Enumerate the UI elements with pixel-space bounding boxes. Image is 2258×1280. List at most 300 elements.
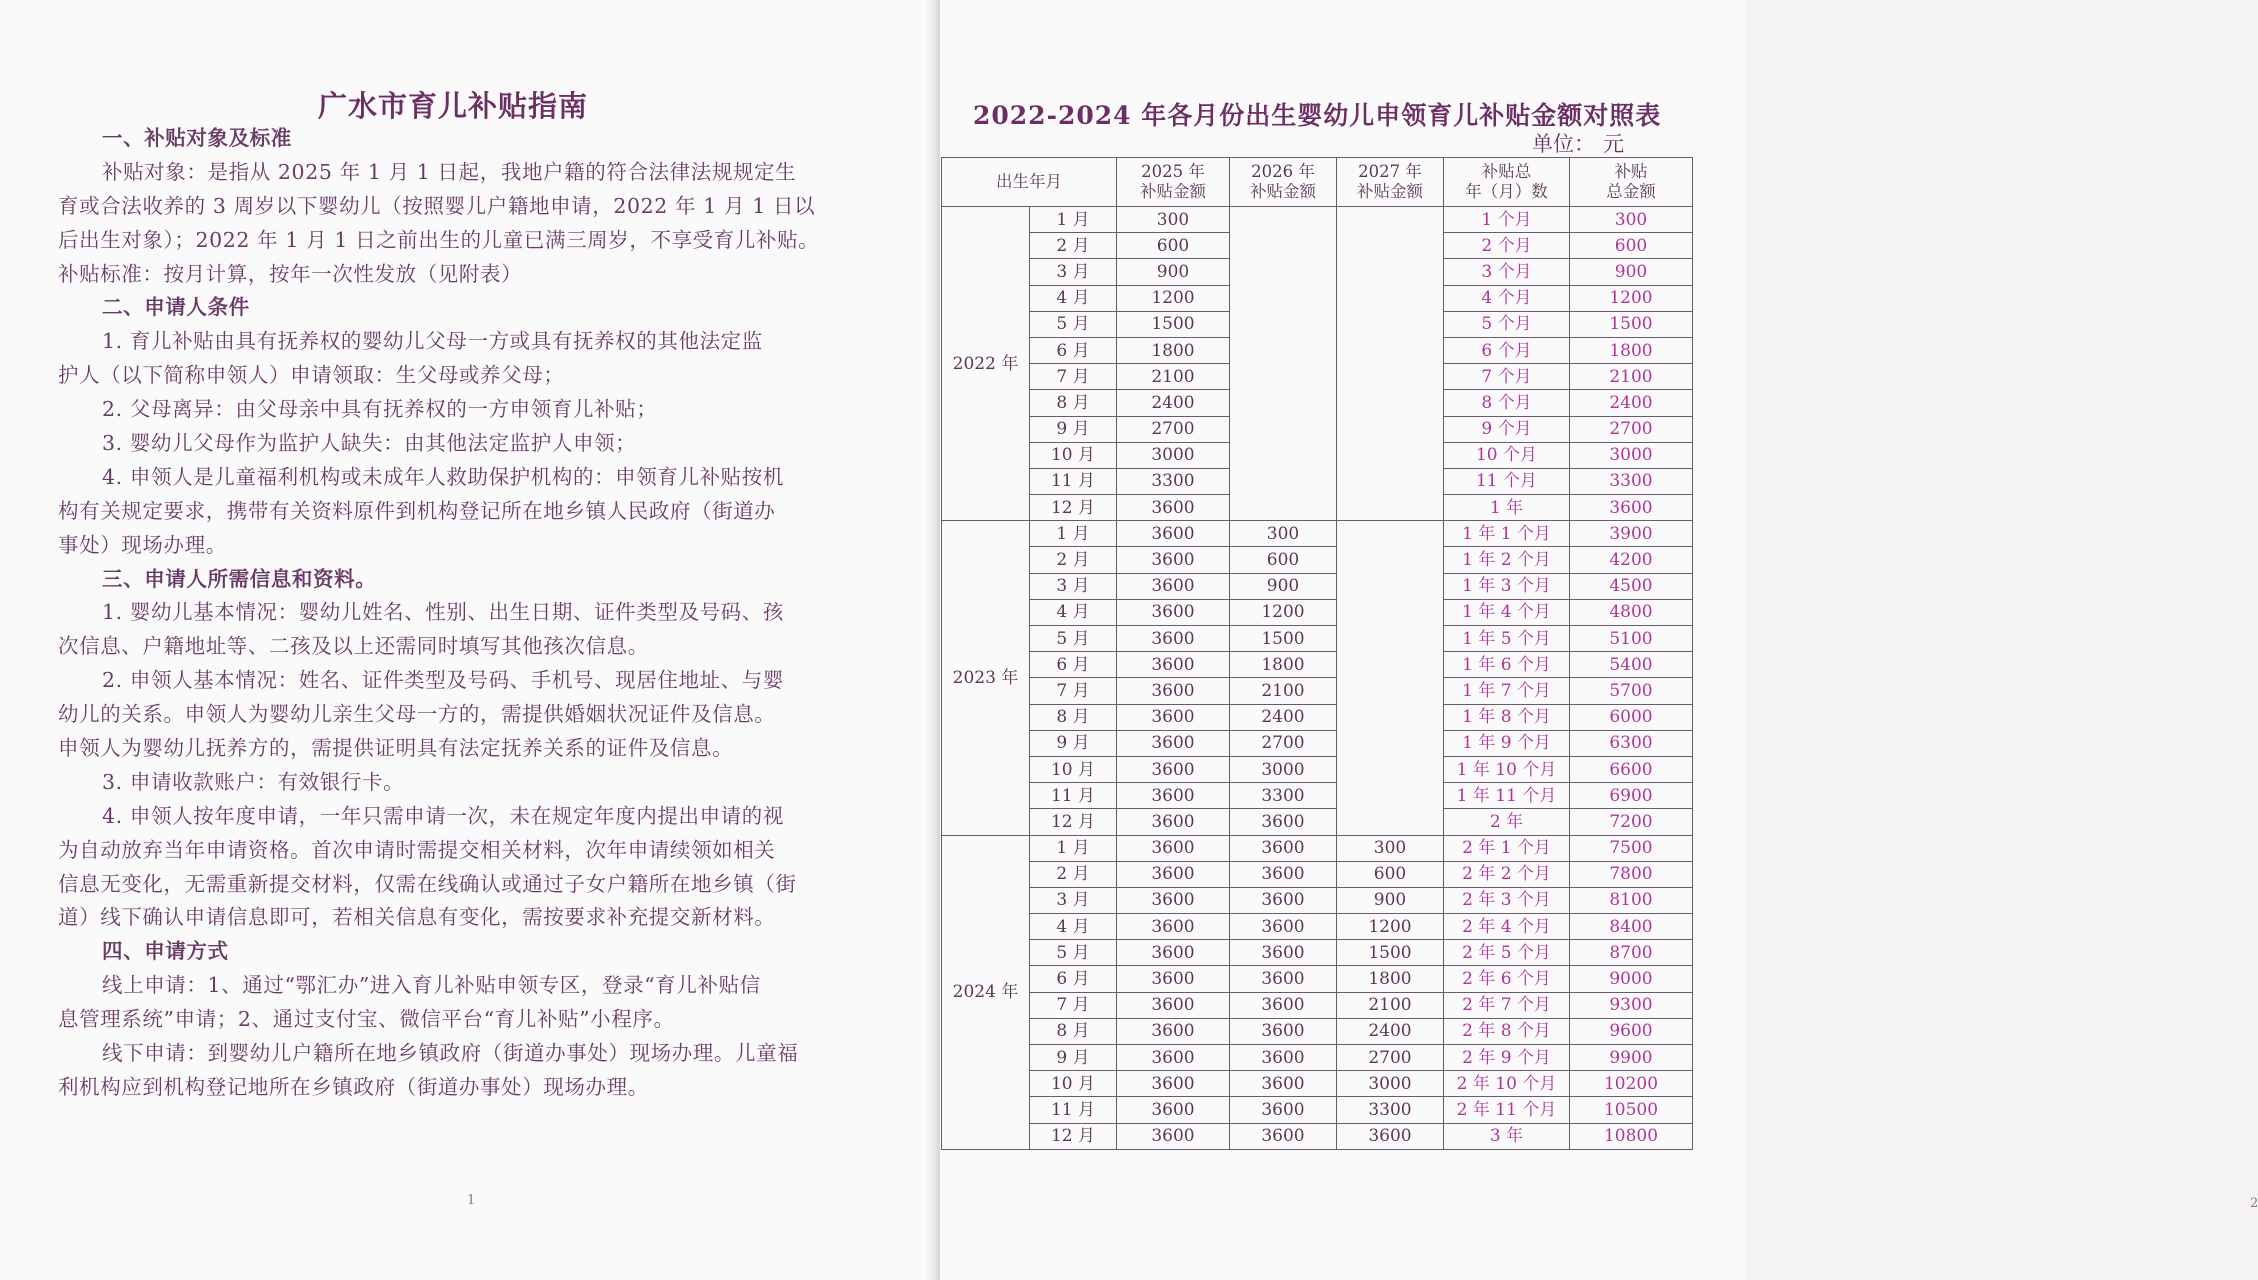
- paragraph-line: 1. 育儿补贴由具有抚养权的婴幼儿父母一方或具有抚养权的其他法定监: [102, 329, 763, 354]
- table-row: [942, 599, 1693, 625]
- paragraph-line: 事处）现场办理。: [58, 532, 227, 557]
- total-amount-cell: 1800: [1570, 337, 1693, 363]
- amount-2026-cell: 1200: [1230, 599, 1337, 625]
- amount-2025-cell: 3600: [1117, 678, 1230, 704]
- table-row: [942, 940, 1693, 966]
- page-number: 1: [467, 1193, 476, 1208]
- amount-2027-cell: 900: [1337, 887, 1444, 913]
- header-2025-year: 2025 年: [1141, 162, 1205, 181]
- paragraph-line: 3. 婴幼儿父母作为监护人缺失：由其他法定监护人申领；: [102, 431, 637, 456]
- table-row: [942, 730, 1693, 756]
- amount-2026-cell: [1230, 468, 1337, 494]
- total-months-cell: 2 年 7 个月: [1444, 992, 1570, 1018]
- month-cell: 3 月: [1030, 887, 1117, 913]
- paragraph-line: 申领人为婴幼儿抚养方的，需提供证明具有法定抚养关系的证件及信息。: [58, 736, 734, 761]
- amount-2025-cell: 3600: [1117, 835, 1230, 861]
- header-total-amount: [1570, 158, 1693, 207]
- amount-2027-cell: [1337, 416, 1444, 442]
- amount-2026-cell: 3600: [1230, 992, 1337, 1018]
- table-row: [942, 364, 1693, 390]
- total-amount-cell: 3000: [1570, 442, 1693, 468]
- paragraph-line: 2. 申领人基本情况：姓名、证件类型及号码、手机号、现居住地址、与婴: [102, 668, 784, 693]
- section-heading: 一、补贴对象及标准: [102, 126, 292, 150]
- amount-2027-cell: [1337, 442, 1444, 468]
- total-months-cell: 1 年 11 个月: [1444, 783, 1570, 809]
- amount-2026-cell: 300: [1230, 521, 1337, 547]
- table-row: [942, 652, 1693, 678]
- total-amount-cell: 3600: [1570, 495, 1693, 521]
- header-total-line1: 补贴: [1614, 162, 1648, 181]
- total-amount-cell: 3900: [1570, 521, 1693, 547]
- month-cell: 9 月: [1030, 730, 1117, 756]
- amount-2027-cell: 2700: [1337, 1045, 1444, 1071]
- paragraph-line: 构有关规定要求，携带有关资料原件到机构登记所在地乡镇人民政府（街道办: [58, 498, 776, 523]
- amount-2026-cell: 3600: [1230, 809, 1337, 835]
- amount-2027-cell: [1337, 207, 1444, 233]
- amount-2027-cell: 1800: [1337, 966, 1444, 992]
- month-cell: 6 月: [1030, 337, 1117, 363]
- total-amount-cell: 6000: [1570, 704, 1693, 730]
- total-amount-cell: 7800: [1570, 861, 1693, 887]
- total-months-cell: 2 年 6 个月: [1444, 966, 1570, 992]
- total-amount-cell: 7500: [1570, 835, 1693, 861]
- month-cell: 9 月: [1030, 1045, 1117, 1071]
- paragraph-line: 1. 婴幼儿基本情况：婴幼儿姓名、性别、出生日期、证件类型及号码、孩: [102, 600, 784, 625]
- table-row: [942, 259, 1693, 285]
- table-row: [942, 678, 1693, 704]
- amount-2025-cell: 3600: [1117, 992, 1230, 1018]
- amount-2025-cell: 3600: [1117, 783, 1230, 809]
- page-number: 2: [2250, 1196, 2258, 1211]
- amount-2027-cell: [1337, 678, 1444, 704]
- amount-2026-cell: 1500: [1230, 626, 1337, 652]
- amount-2026-cell: [1230, 495, 1337, 521]
- total-amount-cell: 3300: [1570, 468, 1693, 494]
- amount-2026-cell: 3600: [1230, 861, 1337, 887]
- month-cell: 7 月: [1030, 678, 1117, 704]
- total-months-cell: 5 个月: [1444, 311, 1570, 337]
- amount-2025-cell: 3600: [1117, 861, 1230, 887]
- table-row: [942, 1097, 1693, 1123]
- table-row: [942, 1018, 1693, 1044]
- amount-2025-cell: 3600: [1117, 1071, 1230, 1097]
- amount-2027-cell: [1337, 285, 1444, 311]
- total-months-cell: 2 年 3 个月: [1444, 887, 1570, 913]
- header-2027-label: 补贴金额: [1357, 182, 1423, 201]
- section-heading: 四、申请方式: [102, 939, 229, 964]
- total-amount-cell: 9000: [1570, 966, 1693, 992]
- month-cell: 3 月: [1030, 573, 1117, 599]
- amount-2026-cell: 3600: [1230, 835, 1337, 861]
- month-cell: 8 月: [1030, 390, 1117, 416]
- total-amount-cell: 5700: [1570, 678, 1693, 704]
- birth-year-cell: 2022 年: [942, 207, 1030, 521]
- total-months-cell: 3 年: [1444, 1123, 1570, 1149]
- amount-2026-cell: [1230, 442, 1337, 468]
- amount-2025-cell: 3600: [1117, 1123, 1230, 1149]
- header-total-months: [1444, 158, 1570, 207]
- amount-2026-cell: [1230, 390, 1337, 416]
- total-amount-cell: 4200: [1570, 547, 1693, 573]
- amount-2027-cell: 1200: [1337, 914, 1444, 940]
- amount-2025-cell: 2100: [1117, 364, 1230, 390]
- amount-2026-cell: 2700: [1230, 730, 1337, 756]
- paragraph-line: 利机构应到机构登记地所在乡镇政府（街道办事处）现场办理。: [58, 1074, 649, 1099]
- amount-2027-cell: [1337, 259, 1444, 285]
- unit-label: 单位：: [1532, 132, 1595, 156]
- table-row: [942, 1123, 1693, 1149]
- table-row: [942, 390, 1693, 416]
- amount-2027-cell: [1337, 756, 1444, 782]
- amount-2026-cell: 3600: [1230, 1071, 1337, 1097]
- total-months-cell: 2 年 5 个月: [1444, 940, 1570, 966]
- amount-2027-cell: 2400: [1337, 1018, 1444, 1044]
- paragraph-line: 后出生对象）；2022 年 1 月 1 日之前出生的儿童已满三周岁，不享受育儿补贴。: [58, 227, 820, 252]
- table-row: [942, 704, 1693, 730]
- amount-2026-cell: 900: [1230, 573, 1337, 599]
- amount-2025-cell: 3600: [1117, 495, 1230, 521]
- total-months-cell: 2 年: [1444, 809, 1570, 835]
- amount-2026-cell: 3600: [1230, 1123, 1337, 1149]
- amount-2027-cell: [1337, 783, 1444, 809]
- table-row: [942, 835, 1693, 861]
- amount-2027-cell: [1337, 704, 1444, 730]
- paragraph-line: 补贴对象：是指从 2025 年 1 月 1 日起，我地户籍的符合法律法规规定生: [102, 159, 797, 184]
- amount-2026-cell: 3600: [1230, 914, 1337, 940]
- table-row: [942, 573, 1693, 599]
- amount-2027-cell: 1500: [1337, 940, 1444, 966]
- amount-2027-cell: 3300: [1337, 1097, 1444, 1123]
- total-months-cell: 1 年 2 个月: [1444, 547, 1570, 573]
- total-amount-cell: 2400: [1570, 390, 1693, 416]
- month-cell: 12 月: [1030, 1123, 1117, 1149]
- total-amount-cell: 10200: [1570, 1071, 1693, 1097]
- header-2027-year: 2027 年: [1358, 162, 1422, 181]
- amount-2026-cell: 600: [1230, 547, 1337, 573]
- month-cell: 2 月: [1030, 233, 1117, 259]
- amount-2025-cell: 3300: [1117, 468, 1230, 494]
- total-months-cell: 1 年 9 个月: [1444, 730, 1570, 756]
- birth-year-cell: 2024 年: [942, 835, 1030, 1149]
- table-row: [942, 992, 1693, 1018]
- amount-2025-cell: 2400: [1117, 390, 1230, 416]
- total-months-cell: 1 年 7 个月: [1444, 678, 1570, 704]
- table-row: [942, 914, 1693, 940]
- table-row: [942, 861, 1693, 887]
- total-months-cell: 1 年 10 个月: [1444, 756, 1570, 782]
- amount-2025-cell: 3600: [1117, 730, 1230, 756]
- month-cell: 2 月: [1030, 547, 1117, 573]
- total-amount-cell: 5100: [1570, 626, 1693, 652]
- total-amount-cell: 4800: [1570, 599, 1693, 625]
- total-months-cell: 8 个月: [1444, 390, 1570, 416]
- amount-2025-cell: 3600: [1117, 626, 1230, 652]
- table-row: [942, 547, 1693, 573]
- month-cell: 8 月: [1030, 1018, 1117, 1044]
- table-row: [942, 887, 1693, 913]
- paragraph-line: 线上申请：1、通过“鄂汇办”进入育儿补贴申领专区，登录“育儿补贴信: [102, 973, 761, 998]
- paragraph-line: 补贴标准：按月计算，按年一次性发放（见附表）: [58, 261, 523, 286]
- amount-2025-cell: 1800: [1117, 337, 1230, 363]
- amount-2027-cell: [1337, 626, 1444, 652]
- amount-2026-cell: 3600: [1230, 1018, 1337, 1044]
- total-amount-cell: 2700: [1570, 416, 1693, 442]
- amount-2026-cell: [1230, 364, 1337, 390]
- amount-2026-cell: [1230, 337, 1337, 363]
- header-months-line1: 补贴总: [1481, 162, 1532, 181]
- total-months-cell: 1 个月: [1444, 207, 1570, 233]
- paragraph-line: 信息无变化，无需重新提交材料，仅需在线确认或通过子女户籍所在地乡镇（街: [58, 871, 797, 896]
- amount-2027-cell: 300: [1337, 835, 1444, 861]
- total-months-cell: 10 个月: [1444, 442, 1570, 468]
- amount-2027-cell: 3000: [1337, 1071, 1444, 1097]
- month-cell: 6 月: [1030, 966, 1117, 992]
- total-months-cell: 1 年: [1444, 495, 1570, 521]
- subsidy-table: [941, 157, 1693, 1150]
- total-amount-cell: 7200: [1570, 809, 1693, 835]
- total-amount-cell: 2100: [1570, 364, 1693, 390]
- amount-2025-cell: 300: [1117, 207, 1230, 233]
- table-row: [942, 966, 1693, 992]
- total-months-cell: 2 年 8 个月: [1444, 1018, 1570, 1044]
- total-months-cell: 1 年 6 个月: [1444, 652, 1570, 678]
- total-months-cell: 2 个月: [1444, 233, 1570, 259]
- month-cell: 8 月: [1030, 704, 1117, 730]
- amount-2027-cell: [1337, 390, 1444, 416]
- amount-2025-cell: 1500: [1117, 311, 1230, 337]
- total-months-cell: 1 年 3 个月: [1444, 573, 1570, 599]
- total-months-cell: 3 个月: [1444, 259, 1570, 285]
- month-cell: 1 月: [1030, 207, 1117, 233]
- table-row: [942, 468, 1693, 494]
- table-row: [942, 311, 1693, 337]
- month-cell: 12 月: [1030, 809, 1117, 835]
- amount-2027-cell: 2100: [1337, 992, 1444, 1018]
- amount-2025-cell: 900: [1117, 259, 1230, 285]
- paragraph-line: 为自动放弃当年申请资格。首次申请时需提交相关材料，次年申请续领如相关: [58, 837, 776, 862]
- total-months-cell: 6 个月: [1444, 337, 1570, 363]
- header-2026-year: 2026 年: [1251, 162, 1315, 181]
- total-amount-cell: 1200: [1570, 285, 1693, 311]
- total-months-cell: 2 年 9 个月: [1444, 1045, 1570, 1071]
- month-cell: 7 月: [1030, 364, 1117, 390]
- table-row: [942, 233, 1693, 259]
- table-row: [942, 207, 1693, 233]
- amount-2025-cell: 3600: [1117, 599, 1230, 625]
- total-months-cell: 1 年 4 个月: [1444, 599, 1570, 625]
- left-page: [0, 0, 936, 1280]
- amount-2025-cell: 3600: [1117, 573, 1230, 599]
- amount-2025-cell: 3600: [1117, 521, 1230, 547]
- month-cell: 10 月: [1030, 756, 1117, 782]
- total-months-cell: 2 年 11 个月: [1444, 1097, 1570, 1123]
- amount-2026-cell: 3600: [1230, 966, 1337, 992]
- month-cell: 1 月: [1030, 521, 1117, 547]
- amount-2025-cell: 3600: [1117, 1018, 1230, 1044]
- header-2026: [1230, 158, 1337, 207]
- paragraph-line: 2. 父母离异：由父母亲中具有抚养权的一方申领育儿补贴；: [102, 397, 658, 422]
- table-title: 2022-2024 年各月份出生婴幼儿申领育儿补贴金额对照表: [973, 101, 1662, 130]
- total-amount-cell: 8400: [1570, 914, 1693, 940]
- guide-body: [58, 122, 868, 1105]
- paragraph-line: 育或合法收养的 3 周岁以下婴幼儿（按照婴儿户籍地申请，2022 年 1 月 1 日以: [58, 193, 816, 218]
- total-months-cell: 1 年 8 个月: [1444, 704, 1570, 730]
- section-heading: 二、申请人条件: [102, 295, 250, 320]
- table-row: [942, 626, 1693, 652]
- paragraph-line: 4. 申领人按年度申请，一年只需申请一次，未在规定年度内提出申请的视: [102, 803, 784, 828]
- total-months-cell: 1 年 5 个月: [1444, 626, 1570, 652]
- amount-2026-cell: 3600: [1230, 1045, 1337, 1071]
- total-months-cell: 7 个月: [1444, 364, 1570, 390]
- amount-2027-cell: [1337, 573, 1444, 599]
- header-2026-label: 补贴金额: [1250, 182, 1316, 201]
- total-amount-cell: 5400: [1570, 652, 1693, 678]
- total-amount-cell: 1500: [1570, 311, 1693, 337]
- table-row: [942, 783, 1693, 809]
- amount-2025-cell: 3600: [1117, 940, 1230, 966]
- month-cell: 5 月: [1030, 626, 1117, 652]
- month-cell: 4 月: [1030, 599, 1117, 625]
- amount-2027-cell: [1337, 730, 1444, 756]
- month-cell: 2 月: [1030, 861, 1117, 887]
- amount-2025-cell: 3600: [1117, 809, 1230, 835]
- amount-2027-cell: [1337, 311, 1444, 337]
- amount-2027-cell: 3600: [1337, 1123, 1444, 1149]
- total-months-cell: 2 年 4 个月: [1444, 914, 1570, 940]
- amount-2026-cell: 1800: [1230, 652, 1337, 678]
- month-cell: 12 月: [1030, 495, 1117, 521]
- total-months-cell: 11 个月: [1444, 468, 1570, 494]
- unit-value: 元: [1603, 132, 1624, 156]
- amount-2027-cell: [1337, 809, 1444, 835]
- amount-2026-cell: 3600: [1230, 940, 1337, 966]
- amount-2027-cell: [1337, 233, 1444, 259]
- amount-2027-cell: [1337, 495, 1444, 521]
- month-cell: 4 月: [1030, 285, 1117, 311]
- birth-year-cell: 2023 年: [942, 521, 1030, 835]
- amount-2027-cell: [1337, 652, 1444, 678]
- paragraph-line: 4. 申领人是儿童福利机构或未成年人救助保护机构的：申领育儿补贴按机: [102, 464, 784, 489]
- amount-2026-cell: [1230, 233, 1337, 259]
- amount-2025-cell: 2700: [1117, 416, 1230, 442]
- total-amount-cell: 6300: [1570, 730, 1693, 756]
- month-cell: 10 月: [1030, 442, 1117, 468]
- amount-2026-cell: 2400: [1230, 704, 1337, 730]
- month-cell: 11 月: [1030, 1097, 1117, 1123]
- section-heading: 三、申请人所需信息和资料。: [102, 566, 377, 591]
- amount-2026-cell: 3300: [1230, 783, 1337, 809]
- amount-2027-cell: [1337, 364, 1444, 390]
- header-months-line2: 年（月）数: [1465, 182, 1548, 201]
- amount-2025-cell: 3600: [1117, 914, 1230, 940]
- amount-2026-cell: [1230, 259, 1337, 285]
- month-cell: 10 月: [1030, 1071, 1117, 1097]
- amount-2026-cell: 3600: [1230, 1097, 1337, 1123]
- month-cell: 11 月: [1030, 468, 1117, 494]
- amount-2025-cell: 3600: [1117, 887, 1230, 913]
- paragraph-line: 线下申请：到婴幼儿户籍所在地乡镇政府（街道办事处）现场办理。儿童福: [102, 1041, 799, 1066]
- total-amount-cell: 600: [1570, 233, 1693, 259]
- table-row: [942, 495, 1693, 521]
- amount-2025-cell: 3600: [1117, 966, 1230, 992]
- table-row: [942, 1071, 1693, 1097]
- table-row: [942, 285, 1693, 311]
- unit-note: [1532, 128, 1624, 158]
- total-amount-cell: 9600: [1570, 1018, 1693, 1044]
- month-cell: 9 月: [1030, 416, 1117, 442]
- amount-2027-cell: [1337, 337, 1444, 363]
- header-birth-month: 出生年月: [942, 158, 1117, 207]
- amount-2025-cell: 3600: [1117, 1097, 1230, 1123]
- amount-2026-cell: 3600: [1230, 887, 1337, 913]
- total-amount-cell: 8100: [1570, 887, 1693, 913]
- amount-2025-cell: 600: [1117, 233, 1230, 259]
- paragraph-line: 护人（以下简称申领人）申请领取：生父母或养父母；: [58, 363, 565, 388]
- total-amount-cell: 10800: [1570, 1123, 1693, 1149]
- amount-2025-cell: 1200: [1117, 285, 1230, 311]
- month-cell: 6 月: [1030, 652, 1117, 678]
- total-amount-cell: 9900: [1570, 1045, 1693, 1071]
- month-cell: 5 月: [1030, 311, 1117, 337]
- amount-2027-cell: 600: [1337, 861, 1444, 887]
- month-cell: 3 月: [1030, 259, 1117, 285]
- amount-2027-cell: [1337, 547, 1444, 573]
- total-amount-cell: 900: [1570, 259, 1693, 285]
- amount-2025-cell: 3600: [1117, 1045, 1230, 1071]
- amount-2025-cell: 3600: [1117, 652, 1230, 678]
- table-row: [942, 756, 1693, 782]
- header-2025-label: 补贴金额: [1140, 182, 1206, 201]
- table-body: [942, 207, 1693, 1150]
- paragraph-line: 道）线下确认申请信息即可，若相关信息有变化，需按要求补充提交新材料。: [58, 905, 776, 930]
- month-cell: 4 月: [1030, 914, 1117, 940]
- total-months-cell: 2 年 2 个月: [1444, 861, 1570, 887]
- month-cell: 5 月: [1030, 940, 1117, 966]
- total-months-cell: 1 年 1 个月: [1444, 521, 1570, 547]
- amount-2026-cell: [1230, 311, 1337, 337]
- total-amount-cell: 8700: [1570, 940, 1693, 966]
- paragraph-line: 息管理系统”申请；2、通过支付宝、微信平台“育儿补贴”小程序。: [58, 1007, 675, 1032]
- amount-2025-cell: 3600: [1117, 756, 1230, 782]
- total-amount-cell: 9300: [1570, 992, 1693, 1018]
- month-cell: 7 月: [1030, 992, 1117, 1018]
- amount-2025-cell: 3600: [1117, 547, 1230, 573]
- table-row: [942, 337, 1693, 363]
- amount-2027-cell: [1337, 468, 1444, 494]
- total-amount-cell: 6600: [1570, 756, 1693, 782]
- amount-2026-cell: 3000: [1230, 756, 1337, 782]
- month-cell: 1 月: [1030, 835, 1117, 861]
- header-2025: [1117, 158, 1230, 207]
- document-title: 广水市育儿补贴指南: [318, 89, 589, 123]
- total-months-cell: 9 个月: [1444, 416, 1570, 442]
- paragraph-line: 幼儿的关系。申领人为婴幼儿亲生父母一方的，需提供婚姻状况证件及信息。: [58, 702, 776, 727]
- total-months-cell: 2 年 1 个月: [1444, 835, 1570, 861]
- header-2027: [1337, 158, 1444, 207]
- amount-2027-cell: [1337, 521, 1444, 547]
- amount-2025-cell: 3000: [1117, 442, 1230, 468]
- total-amount-cell: 10500: [1570, 1097, 1693, 1123]
- total-amount-cell: 6900: [1570, 783, 1693, 809]
- table-row: [942, 416, 1693, 442]
- total-months-cell: 4 个月: [1444, 285, 1570, 311]
- header-total-line2: 总金额: [1606, 182, 1656, 201]
- total-amount-cell: 300: [1570, 207, 1693, 233]
- table-row: [942, 521, 1693, 547]
- table-header-row: [942, 158, 1693, 207]
- total-months-cell: 2 年 10 个月: [1444, 1071, 1570, 1097]
- amount-2026-cell: [1230, 207, 1337, 233]
